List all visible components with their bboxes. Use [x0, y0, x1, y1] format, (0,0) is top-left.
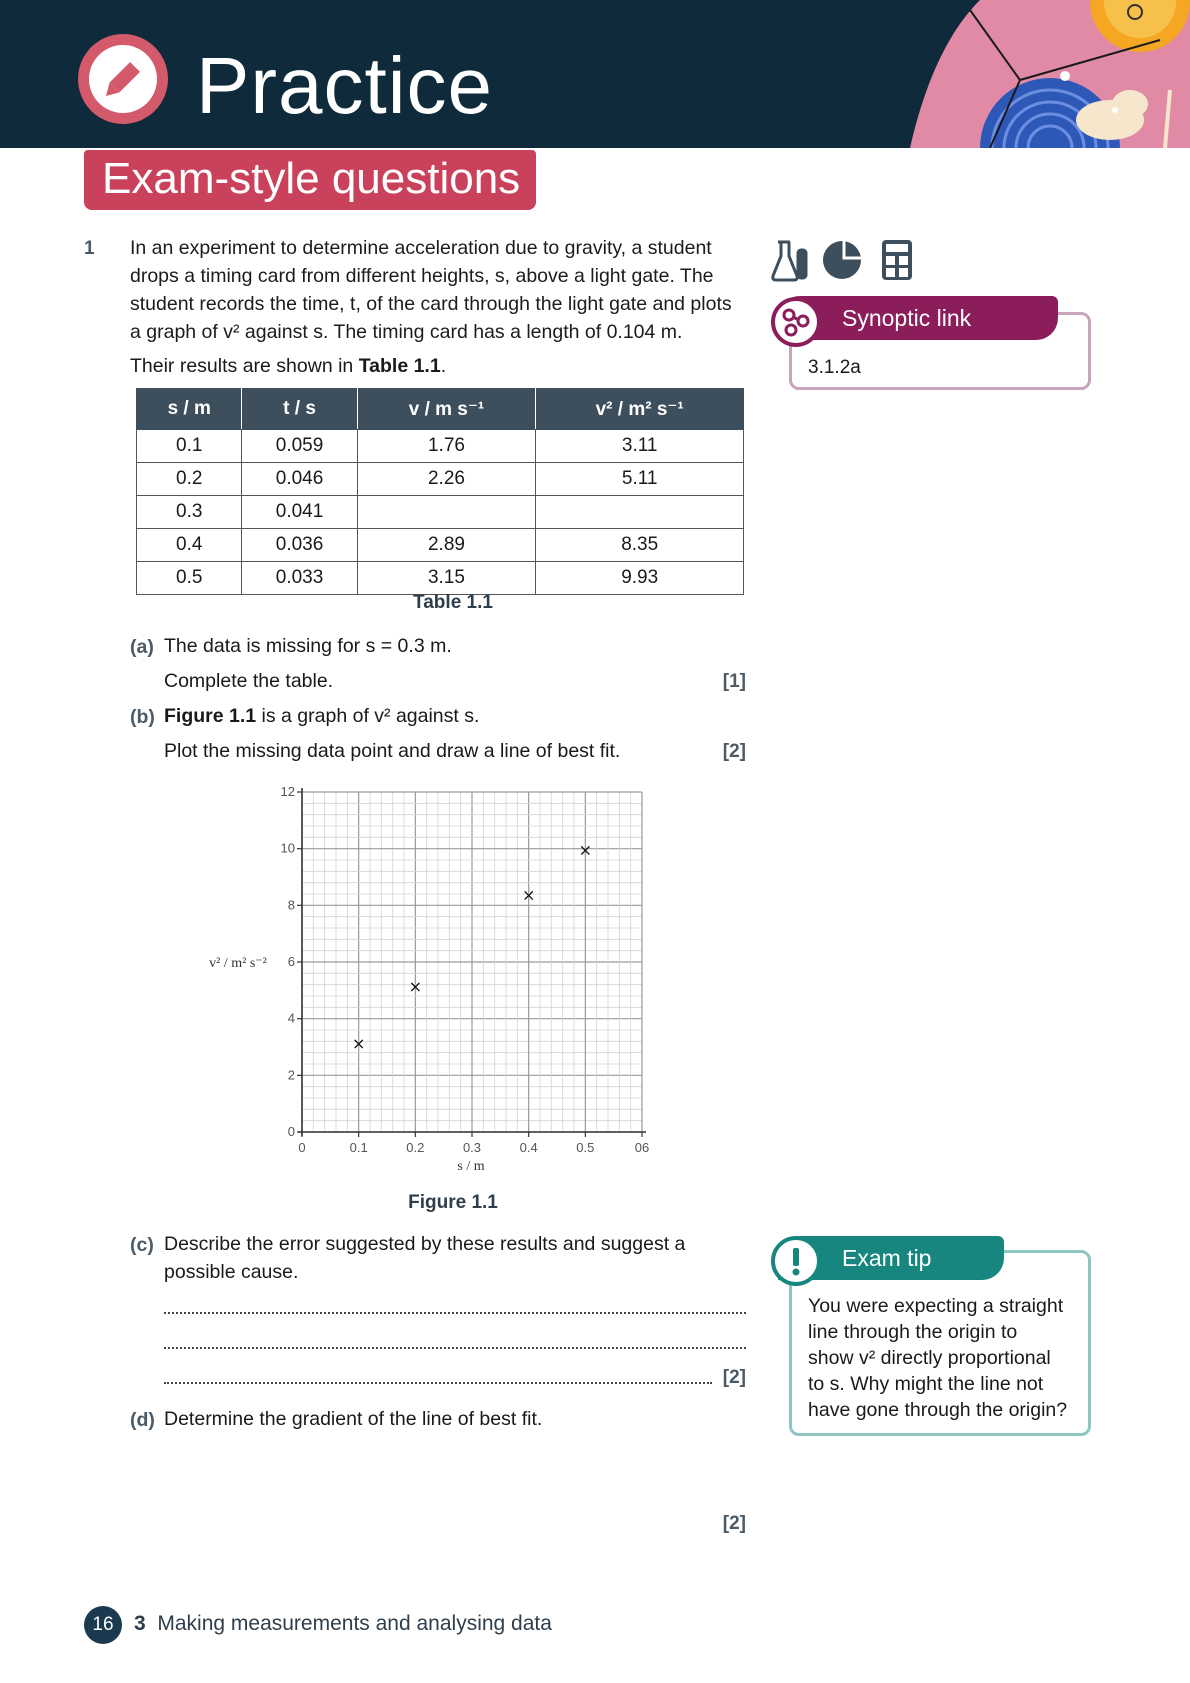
answer-line[interactable]	[164, 1310, 746, 1314]
part-c-marks: [2]	[722, 1367, 746, 1388]
intro-line: drops a timing card from different heights, s, above a light gate. The	[130, 265, 714, 287]
answer-line[interactable]	[164, 1345, 746, 1349]
x-tick-label: 0.3	[462, 1140, 482, 1155]
y-tick-label: 2	[287, 1067, 295, 1083]
table-cell: 0.4	[137, 529, 242, 562]
table-cell: 2.26	[357, 463, 536, 496]
table-row	[137, 463, 744, 496]
x-tick-label: 0.2	[406, 1140, 425, 1155]
table-cell: 0.1	[137, 430, 242, 463]
part-a-marks: [1]	[722, 671, 746, 692]
page-header	[0, 0, 1190, 148]
column-header: t / s	[242, 389, 357, 430]
figure-reference: Figure 1.1	[164, 705, 257, 727]
table-cell: 0.036	[242, 529, 357, 562]
part-b-label: (b)	[130, 706, 155, 728]
header-decoration	[870, 0, 1190, 148]
results-table	[136, 388, 744, 595]
part-b-marks: [2]	[722, 741, 746, 762]
part-a-label: (a)	[130, 636, 154, 658]
table-cell: 5.11	[536, 463, 744, 496]
column-header: v² / m² s⁻¹	[536, 389, 744, 430]
table-cell: 3.15	[357, 562, 536, 595]
page-number: 16	[84, 1606, 122, 1644]
part-d-label: (d)	[130, 1409, 155, 1431]
table-cell: 0.046	[242, 463, 357, 496]
table-cell: 0.033	[242, 562, 357, 595]
table-header-row	[137, 389, 744, 430]
table-cell: 9.93	[536, 562, 744, 595]
table-cell: 3.11	[536, 430, 744, 463]
table-row	[137, 430, 744, 463]
exam-tip-title: Exam tip	[842, 1245, 932, 1271]
skill-icons	[770, 238, 920, 282]
intro-line: student records the time, t, of the card through the light gate and plots	[130, 293, 732, 315]
table-reference: Table 1.1	[358, 355, 441, 377]
answer-line[interactable]	[164, 1380, 712, 1384]
link-icon	[771, 297, 821, 347]
x-axis-label: s / m	[457, 1159, 485, 1174]
part-c-line2: possible cause.	[164, 1261, 299, 1283]
table-cell: 0.3	[137, 496, 242, 529]
table-cell-empty[interactable]	[536, 496, 744, 529]
pie-chart-icon	[823, 241, 862, 279]
chapter-footer: 3 Making measurements and analysing data	[134, 1612, 552, 1635]
x-tick-label: 0.5	[576, 1140, 595, 1155]
part-b-line2: Plot the missing data point and draw a line of best fit.	[164, 740, 621, 762]
x-tick-label: 0.4	[519, 1140, 538, 1155]
table-cell: 8.35	[536, 529, 744, 562]
exam-tip-text: You were expecting a straight line through the origin to show v² directly proportional to s. Why might the line not have gone through the origin?	[808, 1295, 1068, 1421]
table-caption: Table 1.1	[413, 592, 493, 613]
part-c-label: (c)	[130, 1234, 154, 1256]
column-header: s / m	[137, 389, 242, 430]
table-cell: 0.059	[242, 430, 357, 463]
exclamation-icon	[771, 1236, 821, 1286]
calculator-icon	[882, 240, 912, 280]
page-title: Practice	[196, 41, 493, 130]
part-d-line1: Determine the gradient of the line of best fit.	[164, 1408, 543, 1430]
data-point: ×	[521, 885, 536, 905]
table-cell: 2.89	[357, 529, 536, 562]
x-tick-label: 0	[298, 1140, 306, 1155]
y-axis-label: v² / m² s⁻²	[209, 956, 267, 971]
part-a-line1: The data is missing for s = 0.3 m.	[164, 635, 452, 657]
table-row	[137, 562, 744, 595]
question-number: 1	[84, 238, 95, 259]
table-row	[137, 496, 744, 529]
y-tick-label: 4	[287, 1010, 295, 1026]
table-cell-empty[interactable]	[357, 496, 536, 529]
question-intro	[130, 234, 750, 346]
part-c-line1: Describe the error suggested by these results and suggest a	[164, 1233, 686, 1255]
intro-line: In an experiment to determine acceleration due to gravity, a student	[130, 237, 712, 259]
part-a-line2: Complete the table.	[164, 670, 334, 692]
data-point: ×	[351, 1033, 366, 1053]
x-tick-label: 06	[634, 1140, 650, 1155]
table-cell: 1.76	[357, 430, 536, 463]
y-tick-label: 10	[280, 840, 295, 856]
intro-line: a graph of v² against s. The timing card has a length of 0.104 m.	[130, 321, 683, 343]
y-tick-label: 0	[287, 1124, 295, 1139]
section-title: Exam-style questions	[84, 150, 536, 210]
table-row	[137, 529, 744, 562]
pencil-icon	[78, 34, 168, 124]
y-tick-label: 8	[287, 897, 295, 913]
column-header: v / m s⁻¹	[357, 389, 536, 430]
y-tick-label: 6	[287, 954, 295, 969]
synoptic-ref[interactable]: 3.1.2a	[808, 357, 861, 378]
table-cell: 0.2	[137, 463, 242, 496]
data-point: ×	[578, 840, 593, 860]
part-b-line1: Figure 1.1 is a graph of v² against s.	[164, 705, 480, 727]
table-cell: 0.5	[137, 562, 242, 595]
results-sentence: Their results are shown in Table 1.1.	[130, 355, 447, 377]
synoptic-title: Synoptic link	[842, 305, 972, 331]
y-tick-label: 12	[280, 784, 295, 799]
table-cell: 0.041	[242, 496, 357, 529]
part-d-marks: [2]	[722, 1513, 746, 1534]
flask-icon	[773, 242, 806, 280]
x-tick-label: 0.1	[349, 1140, 368, 1155]
data-point: ×	[408, 977, 423, 997]
figure-caption: Figure 1.1	[408, 1192, 498, 1213]
